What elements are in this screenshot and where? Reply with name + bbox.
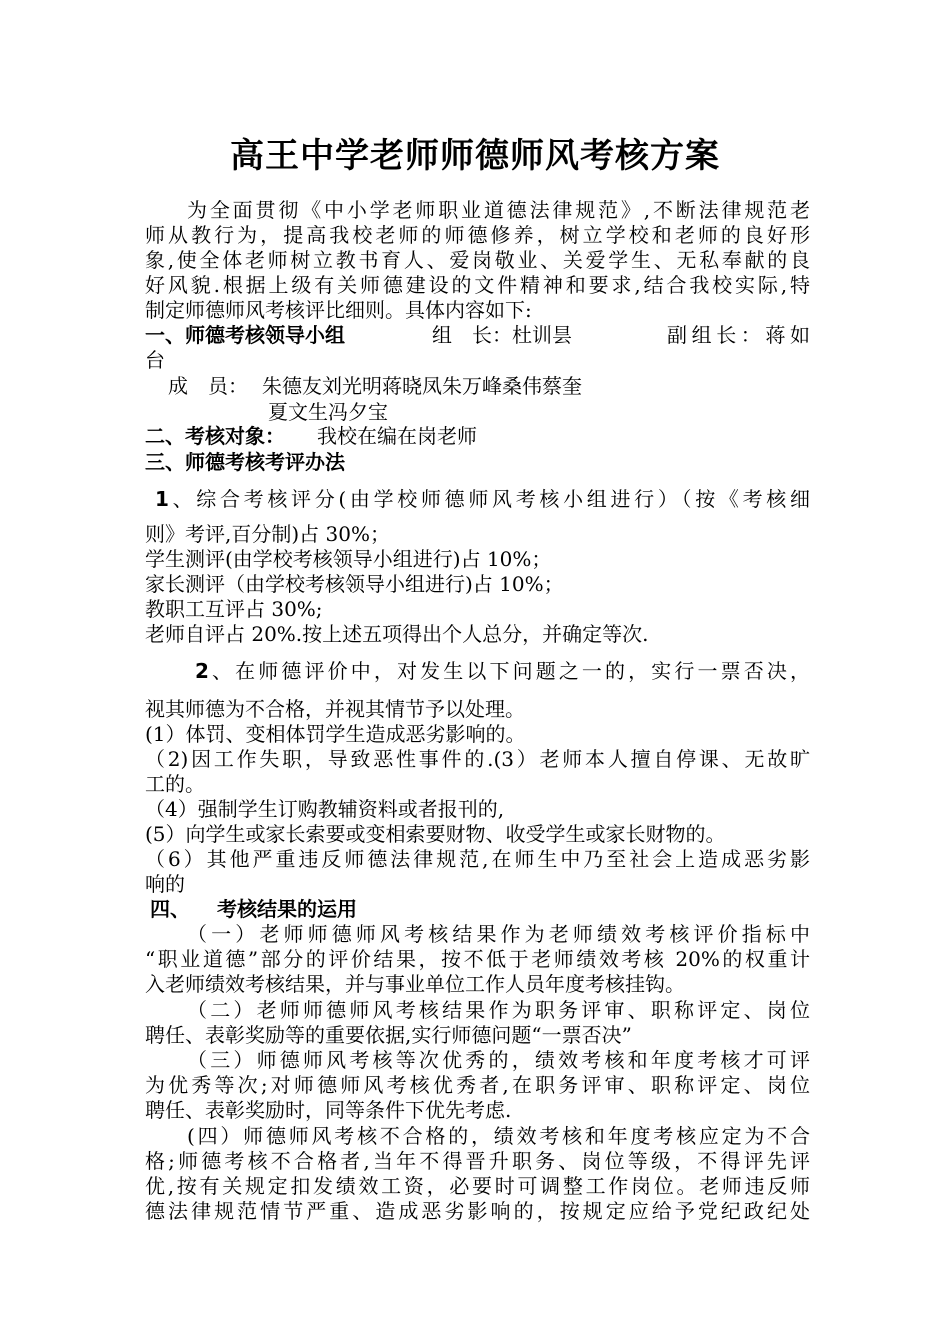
section3-item1-line: 家长测评（由学校考核领导小组进行)占 10%； — [145, 572, 564, 596]
section4-heading-num: 四、 — [150, 897, 190, 921]
item2-text: 、在师德评价中，对发生以下问题之一的，实行一票否决， — [208, 659, 810, 683]
section2-text: 我校在编在岗老师 — [317, 424, 477, 448]
section4-line: （一）老师师德师风考核结果作为老师绩效考核评价指标中 — [187, 922, 810, 946]
intro-line: 制定师德师风考核评比细则。具体内容如下: — [145, 298, 532, 322]
section4-line: 聘任、表彰奖励等的重要依据,实行师德问题“一票否决” — [145, 1023, 632, 1047]
section1-members: 朱德友刘光明蒋晓凤朱万峰桑伟蔡奎 — [262, 374, 582, 398]
intro-line: 象,使全体老师树立教书育人、爱岗敬业、关爱学生、无私奉献的良 — [145, 248, 810, 272]
section4-line: 为优秀等次;对师德师风考核优秀者,在职务评审、职称评定、岗位 — [145, 1073, 810, 1097]
section4-line: “职业道德”部分的评价结果，按不低于老师绩效考核 20%的权重计 — [145, 947, 810, 971]
section4-line: 优,按有关规定扣发绩效工资，必要时可调整工作岗位。老师违反师 — [145, 1174, 810, 1198]
section3-item1 — [155, 487, 810, 511]
section3-item2-line: 视其师德为不合格，并视其情节予以处理。 — [145, 697, 525, 721]
item1-number: 1 — [155, 487, 169, 511]
section4-line: 聘任、表彰奖励时，同等条件下优先考虑. — [145, 1098, 512, 1122]
intro-line: 师从教行为，提高我校老师的师德修养，树立学校和老师的良好形 — [145, 223, 810, 247]
veto-item: （4）强制学生订购教辅资料或者报刊的, — [145, 797, 505, 821]
section4-line: 格;师德考核不合格者,当年不得晋升职务、岗位等级，不得评先评 — [145, 1149, 810, 1173]
veto-item: (5）向学生或家长索要或变相索要财物、收受学生或家长财物的。 — [145, 822, 726, 846]
veto-item: (1）体罚、变相体罚学生造成恶劣影响的。 — [145, 722, 526, 746]
veto-item: （2)因工作失职，导致恶性事件的.(3）老师本人擅自停课、无故旷 — [145, 747, 810, 771]
veto-item: （6）其他严重违反师德法律规范,在师生中乃至社会上造成恶劣影 — [145, 847, 810, 871]
section1-members-label: 成 员： — [168, 374, 248, 398]
section1-leader: 组 长：杜训昙 — [432, 323, 572, 347]
section3-item1-line: 教职工互评占 30%; — [145, 597, 323, 621]
item1-text: 、综合考核评分(由学校师德师风考核小组进行）（按《考核细 — [168, 487, 810, 511]
section3-item2 — [195, 659, 810, 683]
section4-line: 入老师绩效考核结果，并与事业单位工作人员年度考核挂钩。 — [145, 972, 685, 996]
section2-heading: 二、考核对象： — [145, 424, 285, 448]
section4-heading: 考核结果的运用 — [217, 897, 357, 921]
section1-deputy-cont: 台 — [145, 348, 165, 372]
section1-members-cont: 夏文生冯夕宝 — [268, 400, 388, 424]
section4-line: (四）师德师风考核不合格的，绩效考核和年度考核应定为不合 — [187, 1124, 810, 1148]
section3-heading: 三、师德考核考评办法 — [145, 450, 345, 474]
veto-item: 响的 — [145, 872, 185, 896]
intro-line: 为全面贯彻《中小学老师职业道德法律规范》,不断法律规范老 — [187, 198, 810, 222]
document-title: 高王中学老师师德师风考核方案 — [230, 136, 720, 176]
section1-deputy: 副组长：蒋如 — [667, 323, 810, 347]
section3-item1-line: 老师自评占 20%.按上述五项得出个人总分，并确定等次. — [145, 622, 649, 646]
section4-line: （三）师德师风考核等次优秀的，绩效考核和年度考核才可评 — [187, 1048, 810, 1072]
section4-line: （二）老师师德师风考核结果作为职务评审、职称评定、岗位 — [187, 998, 810, 1022]
section4-line: 德法律规范情节严重、造成恶劣影响的，按规定应给予党纪政纪处 — [145, 1199, 810, 1223]
veto-item: 工的。 — [145, 772, 205, 796]
section1-heading: 一、师德考核领导小组 — [145, 323, 345, 347]
intro-line: 好风貌.根据上级有关师德建设的文件精神和要求,结合我校实际,特 — [145, 273, 810, 297]
item2-number: 2 — [195, 659, 209, 683]
section3-item1-line: 则》考评,百分制)占 30%； — [145, 522, 390, 546]
section3-item1-line: 学生测评(由学校考核领导小组进行)占 10%； — [145, 547, 552, 571]
